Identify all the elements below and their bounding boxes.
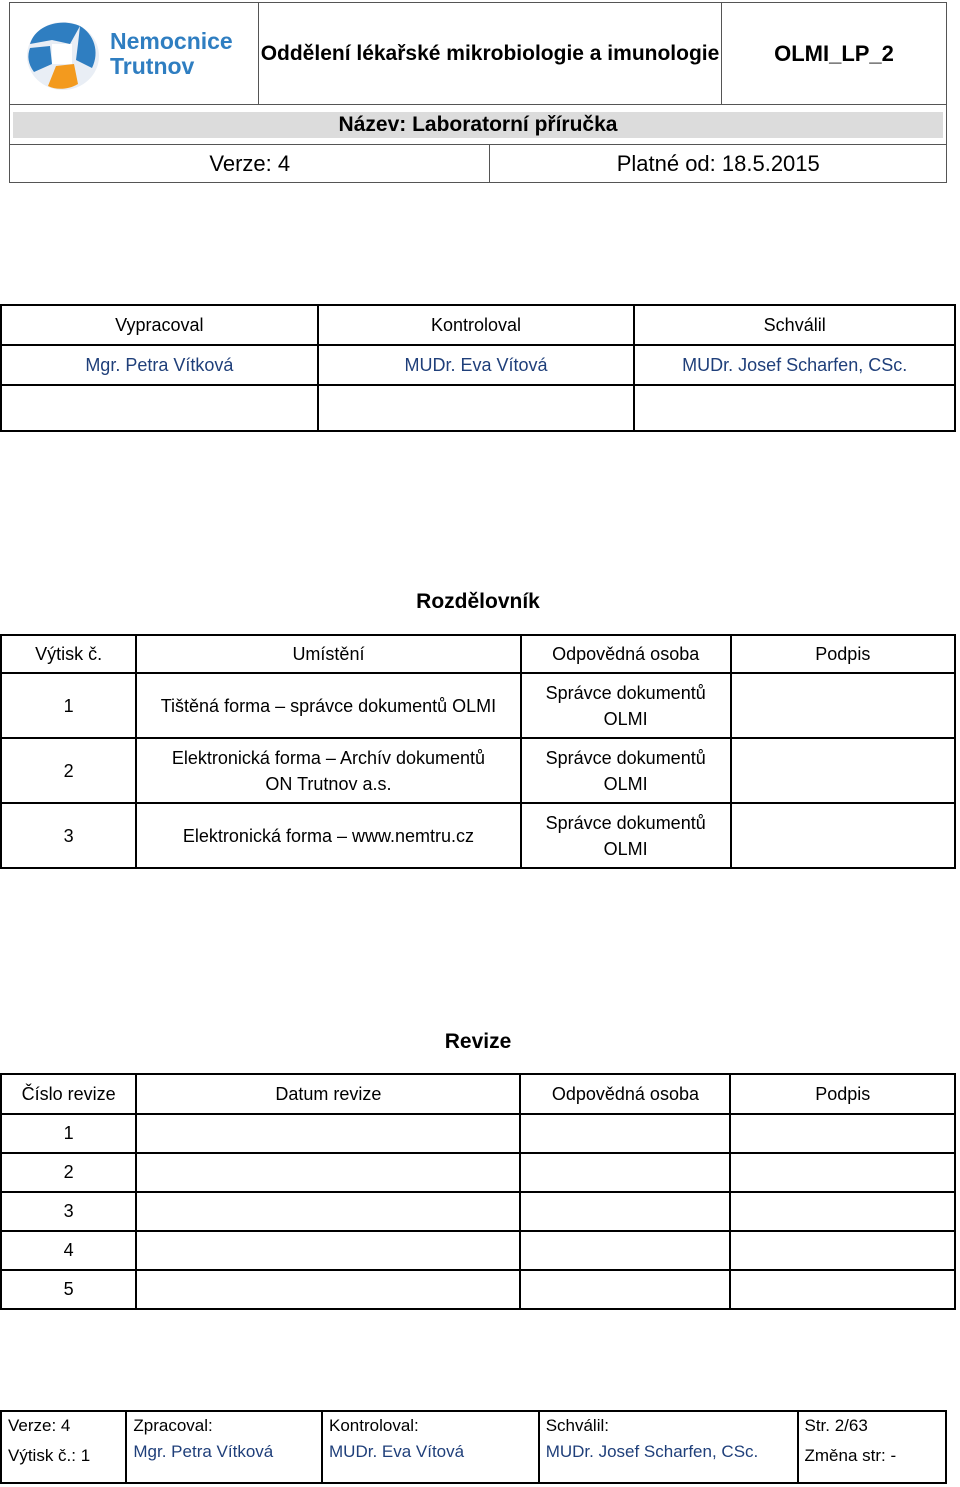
department-title: Oddělení lékařské mikrobiologie a imunologie: [259, 3, 722, 105]
footer-page-cell: [798, 1411, 947, 1483]
location: Tištěná forma – správce dokumentů OLMI: [136, 673, 521, 738]
footer-checked-name: MUDr. Eva Vítová: [329, 1442, 465, 1461]
footer-approved-cell: [539, 1411, 798, 1483]
signature-cell: [731, 803, 955, 868]
footer-page: Str. 2/63: [804, 1416, 868, 1435]
document-header: [9, 2, 947, 183]
copy-number: 3: [1, 803, 136, 868]
footer-version-cell: [1, 1411, 126, 1483]
table-row: [1, 1192, 955, 1231]
logo-line-2: Trutnov: [110, 52, 195, 79]
copy-number: 1: [1, 673, 136, 738]
responsible-person: Správce dokumentů OLMI: [521, 803, 731, 868]
approved-by-name: MUDr. Josef Scharfen, CSc.: [634, 345, 955, 385]
footer-approved-label: Schválil:: [545, 1416, 609, 1435]
distribution-header: Podpis: [731, 635, 955, 673]
approval-header: Schválil: [634, 305, 955, 345]
signature-cell: [1, 385, 318, 431]
distribution-title: Rozdělovník: [416, 590, 540, 613]
table-row: [1, 1153, 955, 1192]
copy-number: 2: [1, 738, 136, 803]
signature-cell: [634, 385, 955, 431]
revision-header: Datum revize: [136, 1074, 520, 1114]
responsible-person: Správce dokumentů OLMI: [521, 738, 731, 803]
footer-change: Změna str: -: [804, 1446, 897, 1465]
revisions-table: [0, 1073, 956, 1310]
approval-header: Kontroloval: [318, 305, 635, 345]
distribution-header: Výtisk č.: [1, 635, 136, 673]
footer-prepared-cell: [126, 1411, 322, 1483]
checked-by-name: MUDr. Eva Vítová: [318, 345, 635, 385]
document-name: Název: Laboratorní příručka: [13, 112, 943, 138]
footer-approved-name: MUDr. Josef Scharfen, CSc.: [545, 1442, 759, 1461]
distribution-header: Umístění: [136, 635, 521, 673]
table-row: [1, 803, 955, 868]
approval-table: [0, 304, 956, 432]
revision-header: Podpis: [730, 1074, 955, 1114]
version: Verze: 4: [10, 145, 490, 183]
page-footer: [0, 1410, 947, 1484]
signature-cell: [731, 738, 955, 803]
revision-number: 2: [1, 1153, 136, 1192]
logo-line-1: Nemocnice: [110, 27, 233, 54]
location: Elektronická forma – www.nemtru.cz: [136, 803, 521, 868]
valid-from: Platné od: 18.5.2015: [490, 145, 947, 183]
signature-cell: [731, 673, 955, 738]
document-code: OLMI_LP_2: [722, 3, 947, 105]
approval-header: Vypracoval: [1, 305, 318, 345]
distribution-header: Odpovědná osoba: [521, 635, 731, 673]
table-row: [1, 1114, 955, 1153]
revision-number: 1: [1, 1114, 136, 1153]
prepared-by-name: Mgr. Petra Vítková: [1, 345, 318, 385]
table-row: [1, 1231, 955, 1270]
distribution-table: [0, 634, 956, 869]
revisions-title: Revize: [444, 1030, 512, 1053]
revision-header: Číslo revize: [1, 1074, 136, 1114]
signature-cell: [318, 385, 635, 431]
footer-checked-label: Kontroloval:: [329, 1416, 419, 1435]
revision-number: 5: [1, 1270, 136, 1309]
hospital-logo-icon: [22, 14, 104, 94]
footer-checked-cell: [322, 1411, 539, 1483]
table-row: [1, 1270, 955, 1309]
revision-header: Odpovědná osoba: [520, 1074, 730, 1114]
footer-version: Verze: 4: [8, 1416, 71, 1435]
table-row: [1, 738, 955, 803]
footer-prepared-name: Mgr. Petra Vítková: [133, 1442, 274, 1461]
location: Elektronická forma – Archív dokumentů ON Trutnov a.s.: [136, 738, 521, 803]
revision-number: 4: [1, 1231, 136, 1270]
table-row: [1, 673, 955, 738]
logo-cell: [10, 3, 259, 105]
footer-prepared-label: Zpracoval:: [133, 1416, 213, 1435]
footer-copy: Výtisk č.: 1: [8, 1446, 91, 1465]
responsible-person: Správce dokumentů OLMI: [521, 673, 731, 738]
revision-number: 3: [1, 1192, 136, 1231]
